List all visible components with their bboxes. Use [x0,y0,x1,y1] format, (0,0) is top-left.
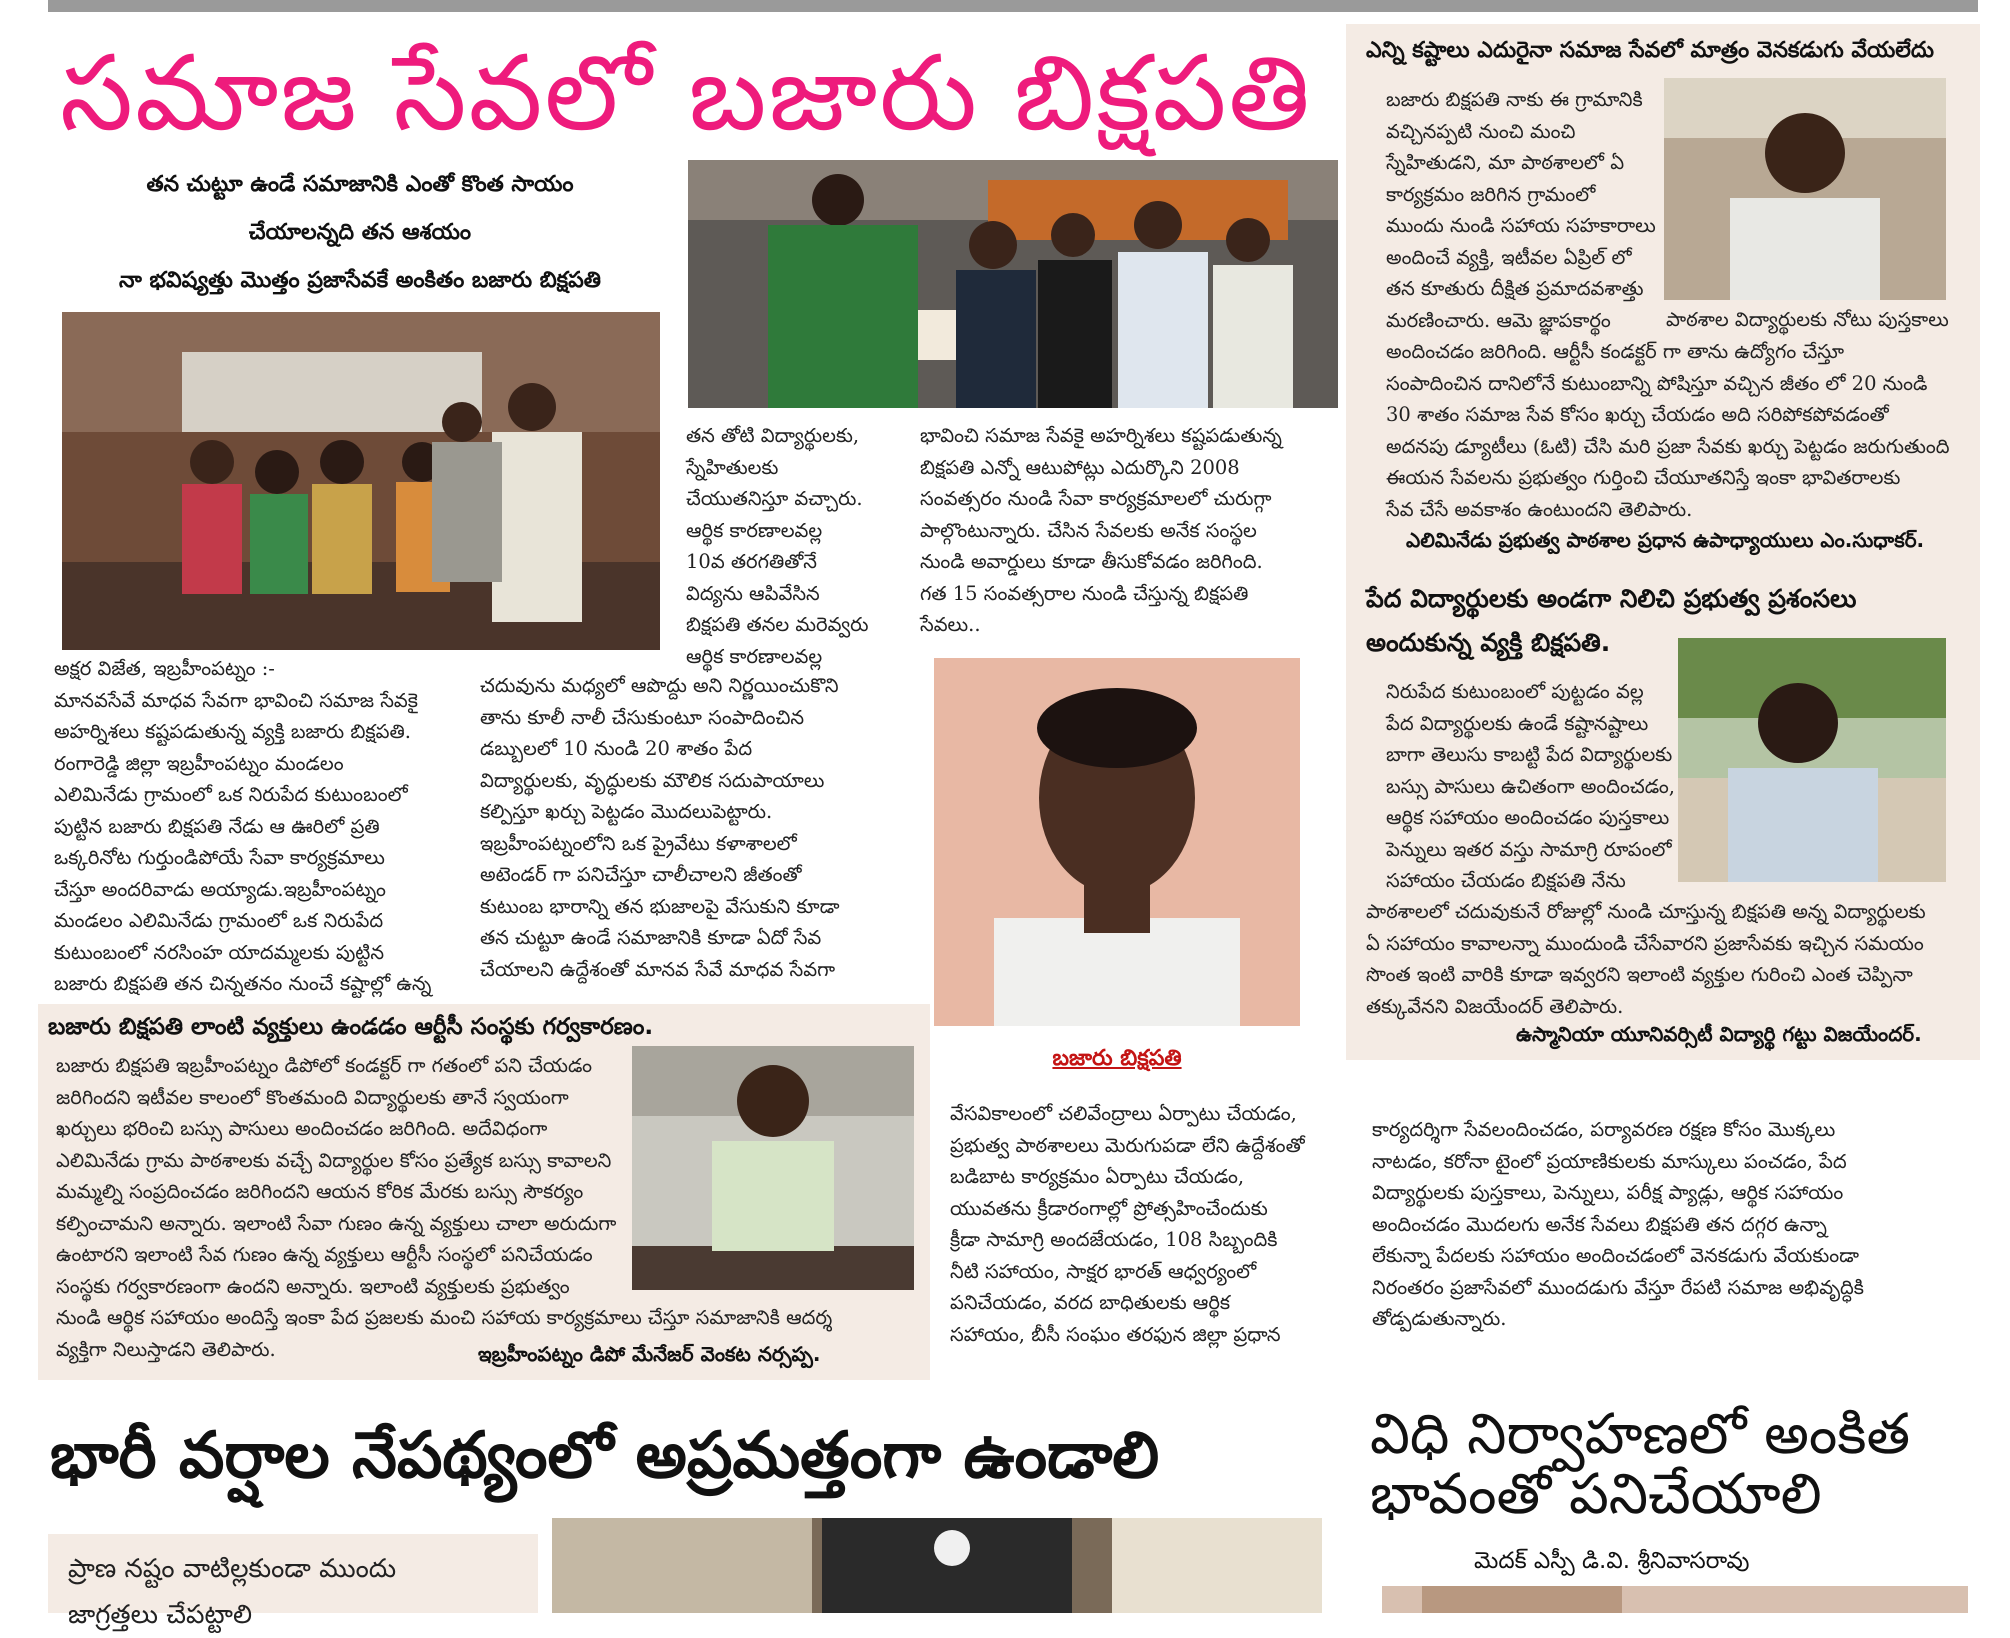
col3-line: సంవత్సరం నుండి సేవా కార్యక్రమాలలో చురుగ్గా [920,487,1272,510]
col1-line: చేస్తూ అందరివాడు అయ్యాడు.ఇబ్రహీంపట్నం [54,877,386,901]
col4b-line: కార్యదర్శిగా సేవలందించడం, పర్యావరణ రక్షణ కోసం మొక్కలు [1372,1118,1836,1141]
col3b-line: వేసవికాలంలో చలివేంద్రాలు ఏర్పాటు చేయడం, [950,1102,1297,1125]
col4b-line: తోడ్పడుతున్నారు. [1372,1307,1507,1330]
rb2-line: బాగా తెలుసు కాబట్టి పేద విద్యార్థులకు [1386,743,1673,766]
rtc-line: ఎలిమినేడు గ్రామ పాఠశాలకు వచ్చే విద్యార్థుల కోసం ప్రత్యేక బస్సు కావాలని [56,1148,612,1172]
col2b-line: ఇబ్రహీంపట్నంలోని ఒక ప్రైవేటు కళాశాలలో [480,831,797,855]
right-box1-narrow [1386,84,1658,336]
col3b-line: యువతను క్రీడారంగాల్లో ప్రోత్సహించేందుకు [950,1196,1268,1220]
col4b-line: నిరంతరం ప్రజాసేవలో ముందడుగు వేస్తూ రేపటి సమాజ అభివృద్ధికి [1372,1275,1864,1299]
col1-line: కుటుంబంలో నరసింహ యాదమ్మలకు పుట్టిన [54,940,385,964]
rtc-box-heading: బజారు బిక్షపతి లాంటి వ్యక్తులు ఉండడం ఆర్టీసీ సంస్థకు గర్వకారణం. [48,1014,654,1040]
col2b-line: తాను కూలీ నాలీ చేసుకుంటూ సంపాదించిన [480,705,805,729]
rtc-box-body [56,1050,936,1365]
col2b-line: డబ్బులలో 10 నుండి 20 శాతం పేద [480,737,753,760]
bottom-right-byline: మెదక్ ఎస్పీ డి.వి. శ్రీనివాసరావు [1474,1548,1750,1574]
col1-line: అహర్నిశలు కష్టపడుతున్న వ్యక్తి బజారు బిక్షపతి. [54,720,411,743]
rb2-line: నిరుపేద కుటుంబంలో పుట్టడం వల్ల [1386,680,1644,703]
right-box2-narrow [1386,676,1676,897]
main-headline: సమాజ సేవలో బజారు బిక్షపతి [60,32,1312,154]
col3-line: భావించి సమాజ సేవకై అహర్నిశలు కష్టపడుతున్న [920,424,1282,447]
article-col-2a [686,420,916,672]
rb1-line: బజారు బిక్షపతి నాకు ఈ గ్రామానికి [1386,88,1643,111]
col2a-line: చేయుతనిస్తూ వచ్చారు. [686,487,863,510]
col2a-line: బిక్షపతి తనల మరెవ్వరు [686,613,869,636]
col3-line: పాల్గొంటున్నారు. చేసిన సేవలకు అనేక సంస్థల [920,518,1257,542]
rb1-line: కార్యక్రమం జరిగిన గ్రామంలో [1386,182,1596,206]
rb2-line: పేద విద్యార్థులకు ఉండే కష్టానష్టాలు [1386,711,1649,735]
col3b-line: ప్రభుత్వ పాఠశాలలు మెరుగుపడా లేని ఉద్దేశంతో [950,1133,1305,1157]
col2b-line: చేయాలని ఉద్దేశంతో మానవ సేవే మాధవ సేవగా [480,957,836,981]
bl-sub-line: జాగ్రత్తలు చేపట్టాలి [68,1600,252,1630]
col2a-line: స్నేహితులకు [686,455,779,479]
col1-line: అక్షర విజేత, ఇబ్రహీంపట్నం :- [54,657,275,680]
rb1w-line: సంపాదించిన దానిలోనే కుటుంబాన్ని పోషిస్తూ వచ్చిన జీతం లో 20 నుండి [1386,371,1928,395]
right-box2-wide [1366,896,1976,1022]
rtc-line: నుండి ఆర్థిక సహాయం అందిస్తే ఇంకా పేద ప్రజలకు మంచి సహాయ కార్యక్రమాలు చేస్తూ సమాజానికి ఆదర్శ [56,1306,833,1329]
rtc-line: ఉంటారని ఇలాంటి సేవ గుణం ఉన్న వ్యక్తులు ఆర్టీసీ సంస్థలో పనిచేయడం [56,1243,593,1266]
col2b-line: తన చుట్టూ ఉండే సమాజానికి కూడా ఏదో సేవ [480,926,822,949]
col3b-line: సహాయం, బీసీ సంఘం తరఫున జిల్లా ప్రధాన [950,1322,1281,1346]
article-col-3b [950,1098,1350,1350]
right-box1-heading: ఎన్ని కష్టాలు ఎదురైనా సమాజ సేవలో మాత్రం వెనకడుగు వేయలేదు [1366,38,1935,63]
bottom-right-headline-1: విధి నిర్వాహణలో అంకిత [1370,1402,1911,1467]
rb2-line: ఆర్థిక సహాయం అందించడం పుస్తకాలు [1386,806,1670,829]
rtc-line: కల్పించామని అన్నారు. ఇలాంటి సేవా గుణం ఉన్న వ్యక్తులు చాలా అరుదుగా [56,1211,617,1235]
rtc-line: మమ్మల్ని సంప్రదించడం జరిగిందని ఆయన కోరిక మేరకు బస్సు సౌకర్యం [56,1180,584,1203]
rb2w-line: ఏ సహాయం కావాలన్నా ముందుండి చేసేవారని ప్రజాసేవకు ఇచ్చిన సమయం [1366,931,1924,955]
photo-award-ceremony [688,160,1338,408]
article-col-4b [1372,1114,1972,1335]
subhead-2: చేయాలన్నది తన ఆశయం [248,220,472,245]
right-box2-heading-2: అందుకున్న వ్యక్తి బిక్షపతి. [1366,628,1611,657]
rb1-line: తన కూతురు దీక్షిత ప్రమాదవశాత్తు [1386,277,1644,300]
photo-bikshapathi-portrait [934,658,1300,1026]
rtc-line: జరిగిందని ఇటీవల కాలంలో కొంతమంది విద్యార్థులకు తానే స్వయంగా [56,1085,569,1109]
col2a-line: విద్యను ఆపివేసిన [686,581,820,605]
right-box2-signature: ఉస్మానియా యూనివర్సిటీ విద్యార్థి గట్టు విజయేందర్. [1516,1022,1922,1046]
photo-rain-meeting [552,1518,1322,1613]
article-col-1 [54,653,464,1000]
col1-line: ఎలిమినేడు గ్రామంలో ఒక నిరుపేద కుటుంబంలో [54,783,408,806]
rtc-box-signature: ఇబ్రహీంపట్నం డిపో మేనేజర్ వెంకట నర్సప్ప. [478,1342,821,1366]
rtc-line: ఖర్చులు భరించి బస్సు పాసులు అందించడం జరిగింది. అదేవిధంగా [56,1117,548,1140]
col2a-line: ఆర్థిక కారణాలవల్ల [686,518,823,542]
col2b-line: విద్యార్థులకు, వృద్ధులకు మౌలిక సదుపాయాలు [480,768,825,792]
rb1-line: వచ్చినప్పటి నుంచి మంచి [1386,119,1576,143]
bottom-left-headline: భారీ వర్షాల నేపథ్యంలో అప్రమత్తంగా ఉండాలి [50,1419,1160,1493]
col4b-line: లేకున్నా పేదలకు సహాయం అందించడంలో వెనకడుగు వేయకుండా [1372,1244,1860,1267]
right-box1-signature: ఎలిమినేడు ప్రభుత్వ పాఠశాల ప్రధాన ఉపాధ్యాయులు ఎం.సుధాకర్. [1406,528,1925,552]
rb1-line: స్నేహితుడని, మా పాఠశాలలో ఏ [1386,151,1625,174]
col4b-line: విద్యార్థులకు పుస్తకాలు, పెన్నులు, పరీక్ష ప్యాడ్లు, ఆర్థిక సహాయం [1372,1181,1844,1204]
col4b-line: అందించడం మొదలగు అనేక సేవలు బిక్షపతి తన దగ్గర ఉన్నా [1372,1212,1827,1236]
rb1w-line: అదనపు డ్యూటీలు (ఓటి) చేసి మరి ప్రజా సేవకు ఖర్చు పెట్టడం జరుగుతుంది [1386,434,1950,458]
bl-sub-line: ప్రాణ నష్టం వాటిల్లకుండా ముందు [68,1554,397,1584]
photo-vijayender [1678,638,1946,882]
col3-line: నుండి అవార్డులు కూడా తీసుకోవడం జరిగింది. [920,550,1263,573]
portrait-caption: బజారు బిక్షపతి [1052,1046,1182,1071]
col1-line: మండలం ఎలిమినేడు గ్రామంలో ఒక నిరుపేద [54,909,384,932]
col2a-line: తన తోటి విద్యార్థులకు, [686,424,860,447]
col3b-line: క్రీడా సామాగ్రి అందజేయడం, 108 సిబ్బందికి [950,1228,1278,1251]
col3-line: సేవలు.. [920,613,981,636]
col4b-line: నాటడం, కరోనా టైంలో ప్రయాణికులకు మాస్కులు పంచడం, పేద [1372,1149,1847,1173]
col2a-line: ఆర్థిక కారణాలవల్ల [686,644,823,668]
col2b-line: కుటుంబ భారాన్ని తన భుజాలపై వేసుకుని కూడా [480,894,840,918]
right-box1-wide [1386,336,1976,525]
col3b-line: నీటి సహాయం, సాక్షర భారత్ ఆధ్వర్యంలో [950,1259,1257,1283]
subhead-3: నా భవిష్యత్తు మొత్తం ప్రజాసేవకే అంకితం బజారు బిక్షపతి [118,268,602,293]
col1-line: బజారు బిక్షపతి తన చిన్నతనం నుంచే కష్టాల్లో ఉన్న [54,972,432,995]
rb1w-line: సేవ చేసే అవకాశం ఉంటుందని తెలిపారు. [1386,497,1693,521]
rb2w-line: పాఠశాలలో చదువుకునే రోజుల్లో నుండి చూస్తున్న బిక్షపతి అన్న విద్యార్థులకు [1366,900,1926,923]
col3-line: బిక్షపతి ఎన్నో ఆటుపోట్లు ఎదుర్కొని 2008 [920,455,1240,479]
col1-line: ఒక్కరినోట గుర్తుండిపోయే సేవా కార్యక్రమాలు [54,846,385,869]
subhead-1: తన చుట్టూ ఉండే సమాజానికి ఎంతో కొంత సాయం [146,172,574,197]
rb1w-line: అందించడం జరిగింది. ఆర్టీసీ కండక్టర్ గా తాను ఉద్యోగం చేస్తూ [1386,340,1844,363]
article-col-2b [480,670,920,985]
rb2w-line: సొంత ఇంటి వారికి కూడా ఇవ్వరని ఇలాంటి వ్యక్తుల గురించి ఎంత చెప్పినా [1366,963,1913,986]
top-rule [48,0,1978,12]
rb2-line: పెన్నులు ఇతర వస్తు సామాగ్రి రూపంలో [1386,837,1672,861]
rb1-line: ముందు నుండి సహాయ సహకారాలు [1386,214,1656,237]
rb2w-line: తక్కువేనని విజయేందర్ తెలిపారు. [1366,994,1624,1018]
col1-line: మానవసేవే మాధవ సేవగా భావించి సమాజ సేవకై [54,688,418,712]
col1-line: పుట్టిన బజారు బిక్షపతి నేడు ఆ ఊరిలో ప్రతి [54,814,380,838]
col2b-line: చదువును మధ్యలో ఆపొద్దు అని నిర్ణయించుకొని [480,674,839,697]
photo-medak-sp [1382,1586,1968,1613]
right-box1-mid: పాఠశాల విద్యార్థులకు నోటు పుస్తకాలు [1666,308,1949,331]
col2b-line: కల్పిస్తూ ఖర్చు పెట్టడం మొదలుపెట్టారు. [480,800,773,823]
rtc-line: సంస్థకు గర్వకారణంగా ఉందని అన్నారు. ఇలాంటి వ్యక్తులకు ప్రభుత్వం [56,1274,570,1298]
rtc-line: బజారు బిక్షపతి ఇబ్రహీంపట్నం డిపోలో కండక్టర్ గా గతంలో పని చేయడం [56,1054,593,1077]
right-box2-heading-1: పేద విద్యార్థులకు అండగా నిలిచి ప్రభుత్వ ప్రశంసలు [1366,584,1857,613]
rb2-line: సహాయం చేయడం బిక్షపతి నేను [1386,869,1626,892]
bottom-left-sub [68,1546,538,1638]
rb2-line: బస్సు పాసులు ఉచితంగా అందించడం, [1386,774,1675,798]
col2b-line: అటెండర్ గా పనిచేస్తూ చాలీచాలని జీతంతో [480,863,802,886]
col3b-line: పనిచేయడం, వరద బాధితులకు ఆర్థిక [950,1291,1231,1314]
rb1w-line: 30 శాతం సమాజ సేవ కోసం ఖర్చు చేయడం అది సరిపోకపోవడంతో [1386,403,1889,426]
col3-line: గత 15 సంవత్సరాల నుండి చేస్తున్న బిక్షపతి [920,581,1249,605]
photo-children-awards [62,312,660,650]
article-col-3 [920,420,1340,641]
col3b-line: బడిబాట కార్యక్రమం ఏర్పాటు చేయడం, [950,1165,1245,1188]
rb1-line: మరణించారు. ఆమె జ్ఞాపకార్థం [1386,308,1611,332]
rb1-line: అందించే వ్యక్తి, ఇటీవల ఏప్రిల్ లో [1386,245,1632,269]
bottom-right-headline-2: భావంతో పనిచేయాలి [1370,1462,1822,1527]
col1-line: రంగారెడ్డి జిల్లా ఇబ్రహీంపట్నం మండలం [54,751,344,775]
rb1w-line: ఈయన సేవలను ప్రభుత్వం గుర్తించి చేయూతనిస్తే ఇంకా భావితరాలకు [1386,466,1901,489]
col2a-line: 10వ తరగతితోనే [686,550,817,573]
photo-headmaster [1664,78,1946,300]
rtc-line: వ్యక్తిగా నిలుస్తాడని తెలిపారు. [56,1337,276,1361]
